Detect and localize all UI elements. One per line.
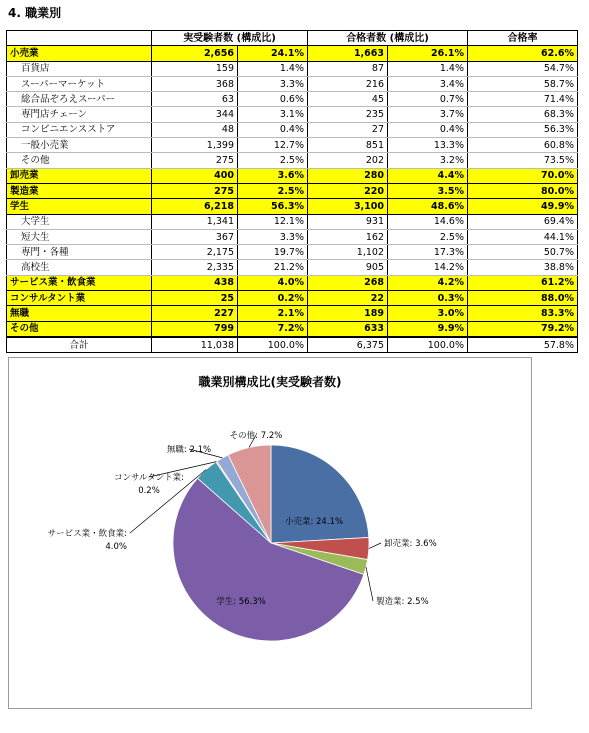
examinee-share-cell: 4.0% bbox=[238, 275, 308, 290]
passer-count-cell: 235 bbox=[308, 107, 388, 122]
examinee-share-cell: 7.2% bbox=[238, 321, 308, 337]
examinee-count-cell: 275 bbox=[152, 183, 238, 198]
slice-label: 製造業: 2.5% bbox=[376, 597, 429, 607]
passer-count-cell: 280 bbox=[308, 168, 388, 183]
row-label: サービス業・飲食業 bbox=[7, 275, 152, 290]
row-label: その他 bbox=[7, 153, 152, 168]
row-label: 百貨店 bbox=[7, 61, 152, 76]
passer-share-cell: 1.4% bbox=[388, 61, 468, 76]
examinee-count-cell: 48 bbox=[152, 122, 238, 137]
table-row bbox=[7, 229, 578, 244]
table-row bbox=[7, 76, 578, 91]
examinee-share-cell: 0.4% bbox=[238, 122, 308, 137]
row-label: 卸売業 bbox=[7, 168, 152, 183]
occupation-table bbox=[6, 30, 578, 353]
examinee-share-cell: 21.2% bbox=[238, 260, 308, 275]
passer-count-cell: 22 bbox=[308, 291, 388, 306]
pass-rate-cell: 61.2% bbox=[468, 275, 578, 290]
row-label: 一般小売業 bbox=[7, 138, 152, 153]
row-label: 学生 bbox=[7, 199, 152, 214]
pie-chart bbox=[9, 358, 531, 708]
passer-count-cell: 162 bbox=[308, 229, 388, 244]
section-title: 4. 職業別 bbox=[8, 6, 62, 20]
table-row bbox=[7, 337, 578, 353]
header-category bbox=[7, 31, 152, 46]
slice-label: サービス業・飲食業: 4.0% bbox=[47, 529, 127, 552]
passer-count-cell: 216 bbox=[308, 76, 388, 91]
passer-share-cell: 3.2% bbox=[388, 153, 468, 168]
slice-label: 学生: 56.3% bbox=[216, 597, 266, 607]
examinee-count-cell: 227 bbox=[152, 306, 238, 321]
passer-share-cell: 48.6% bbox=[388, 199, 468, 214]
passer-count-cell: 905 bbox=[308, 260, 388, 275]
row-label: コンビニエンスストア bbox=[7, 122, 152, 137]
leader-line bbox=[369, 543, 381, 549]
pass-rate-cell: 60.8% bbox=[468, 138, 578, 153]
examinee-share-cell: 3.6% bbox=[238, 168, 308, 183]
passer-share-cell: 3.7% bbox=[388, 107, 468, 122]
passer-count-cell: 268 bbox=[308, 275, 388, 290]
passer-count-cell: 931 bbox=[308, 214, 388, 229]
table-header-row bbox=[7, 31, 578, 46]
passer-count-cell: 6,375 bbox=[308, 337, 388, 353]
examinee-share-cell: 2.5% bbox=[238, 153, 308, 168]
chart-title: 職業別構成比(実受験者数) bbox=[198, 375, 342, 389]
table-row bbox=[7, 122, 578, 137]
pass-rate-cell: 88.0% bbox=[468, 291, 578, 306]
leader-line bbox=[366, 567, 373, 601]
passer-share-cell: 3.0% bbox=[388, 306, 468, 321]
examinee-share-cell: 0.6% bbox=[238, 92, 308, 107]
passer-share-cell: 14.2% bbox=[388, 260, 468, 275]
slice-label: コンサルタント業: 0.2% bbox=[113, 473, 185, 496]
passer-share-cell: 3.4% bbox=[388, 76, 468, 91]
row-label: スーパーマーケット bbox=[7, 76, 152, 91]
table-row bbox=[7, 321, 578, 337]
examinee-count-cell: 344 bbox=[152, 107, 238, 122]
slice-label: 卸売業: 3.6% bbox=[384, 539, 437, 549]
table-body bbox=[7, 46, 578, 353]
examinee-count-cell: 2,335 bbox=[152, 260, 238, 275]
passer-count-cell: 220 bbox=[308, 183, 388, 198]
passer-share-cell: 0.3% bbox=[388, 291, 468, 306]
passer-share-cell: 4.4% bbox=[388, 168, 468, 183]
passer-share-cell: 26.1% bbox=[388, 46, 468, 61]
table-row bbox=[7, 46, 578, 61]
examinee-count-cell: 6,218 bbox=[152, 199, 238, 214]
examinee-share-cell: 100.0% bbox=[238, 337, 308, 353]
examinee-count-cell: 1,399 bbox=[152, 138, 238, 153]
examinee-share-cell: 0.2% bbox=[238, 291, 308, 306]
passer-count-cell: 851 bbox=[308, 138, 388, 153]
row-label: 専門・各種 bbox=[7, 245, 152, 260]
passer-share-cell: 0.4% bbox=[388, 122, 468, 137]
examinee-share-cell: 3.3% bbox=[238, 76, 308, 91]
examinee-count-cell: 25 bbox=[152, 291, 238, 306]
header-pass-rate: 合格率 bbox=[468, 31, 578, 46]
header-examinees: 実受験者数 (構成比) bbox=[152, 31, 308, 46]
examinee-count-cell: 63 bbox=[152, 92, 238, 107]
examinee-count-cell: 275 bbox=[152, 153, 238, 168]
examinee-share-cell: 56.3% bbox=[238, 199, 308, 214]
examinee-count-cell: 2,175 bbox=[152, 245, 238, 260]
slice-label: 小売業: 24.1% bbox=[284, 517, 344, 527]
passer-count-cell: 202 bbox=[308, 153, 388, 168]
pass-rate-cell: 73.5% bbox=[468, 153, 578, 168]
examinee-share-cell: 24.1% bbox=[238, 46, 308, 61]
pass-rate-cell: 49.9% bbox=[468, 199, 578, 214]
pie-chart-panel bbox=[8, 357, 532, 709]
pass-rate-cell: 58.7% bbox=[468, 76, 578, 91]
examinee-share-cell: 2.1% bbox=[238, 306, 308, 321]
examinee-share-cell: 19.7% bbox=[238, 245, 308, 260]
row-label: 短大生 bbox=[7, 229, 152, 244]
examinee-share-cell: 2.5% bbox=[238, 183, 308, 198]
examinee-share-cell: 3.1% bbox=[238, 107, 308, 122]
passer-share-cell: 9.9% bbox=[388, 321, 468, 337]
pass-rate-cell: 38.8% bbox=[468, 260, 578, 275]
examinee-count-cell: 159 bbox=[152, 61, 238, 76]
pass-rate-cell: 70.0% bbox=[468, 168, 578, 183]
row-label: 大学生 bbox=[7, 214, 152, 229]
examinee-share-cell: 12.1% bbox=[238, 214, 308, 229]
examinee-count-cell: 367 bbox=[152, 229, 238, 244]
header-passers: 合格者数 (構成比) bbox=[308, 31, 468, 46]
row-label: 高校生 bbox=[7, 260, 152, 275]
table-row bbox=[7, 168, 578, 183]
row-label: 合計 bbox=[7, 337, 152, 353]
table-row bbox=[7, 245, 578, 260]
table-row bbox=[7, 138, 578, 153]
examinee-count-cell: 368 bbox=[152, 76, 238, 91]
passer-count-cell: 27 bbox=[308, 122, 388, 137]
passer-share-cell: 14.6% bbox=[388, 214, 468, 229]
examinee-count-cell: 438 bbox=[152, 275, 238, 290]
examinee-share-cell: 3.3% bbox=[238, 229, 308, 244]
row-label: 小売業 bbox=[7, 46, 152, 61]
table-row bbox=[7, 291, 578, 306]
row-label: 無職 bbox=[7, 306, 152, 321]
table-row bbox=[7, 92, 578, 107]
pie-slice bbox=[271, 445, 369, 543]
pass-rate-cell: 80.0% bbox=[468, 183, 578, 198]
passer-count-cell: 1,663 bbox=[308, 46, 388, 61]
pass-rate-cell: 71.4% bbox=[468, 92, 578, 107]
passer-share-cell: 17.3% bbox=[388, 245, 468, 260]
passer-count-cell: 1,102 bbox=[308, 245, 388, 260]
row-label: 製造業 bbox=[7, 183, 152, 198]
pass-rate-cell: 62.6% bbox=[468, 46, 578, 61]
examinee-share-cell: 1.4% bbox=[238, 61, 308, 76]
row-label: 総合品ぞろえスーパー bbox=[7, 92, 152, 107]
passer-count-cell: 633 bbox=[308, 321, 388, 337]
pass-rate-cell: 69.4% bbox=[468, 214, 578, 229]
passer-share-cell: 13.3% bbox=[388, 138, 468, 153]
slice-label: その他: 7.2% bbox=[229, 431, 283, 441]
passer-count-cell: 3,100 bbox=[308, 199, 388, 214]
table-row bbox=[7, 61, 578, 76]
pass-rate-cell: 79.2% bbox=[468, 321, 578, 337]
table-row bbox=[7, 306, 578, 321]
passer-share-cell: 2.5% bbox=[388, 229, 468, 244]
pass-rate-cell: 57.8% bbox=[468, 337, 578, 353]
pass-rate-cell: 50.7% bbox=[468, 245, 578, 260]
table-row bbox=[7, 275, 578, 290]
pass-rate-cell: 44.1% bbox=[468, 229, 578, 244]
passer-share-cell: 4.2% bbox=[388, 275, 468, 290]
passer-count-cell: 45 bbox=[308, 92, 388, 107]
table-row bbox=[7, 214, 578, 229]
passer-count-cell: 189 bbox=[308, 306, 388, 321]
examinee-count-cell: 2,656 bbox=[152, 46, 238, 61]
examinee-count-cell: 1,341 bbox=[152, 214, 238, 229]
row-label: コンサルタント業 bbox=[7, 291, 152, 306]
row-label: その他 bbox=[7, 321, 152, 337]
passer-share-cell: 0.7% bbox=[388, 92, 468, 107]
table-row bbox=[7, 107, 578, 122]
table-row bbox=[7, 153, 578, 168]
examinee-count-cell: 400 bbox=[152, 168, 238, 183]
row-label: 専門店チェーン bbox=[7, 107, 152, 122]
examinee-share-cell: 12.7% bbox=[238, 138, 308, 153]
pass-rate-cell: 54.7% bbox=[468, 61, 578, 76]
passer-share-cell: 100.0% bbox=[388, 337, 468, 353]
examinee-count-cell: 799 bbox=[152, 321, 238, 337]
passer-share-cell: 3.5% bbox=[388, 183, 468, 198]
passer-count-cell: 87 bbox=[308, 61, 388, 76]
examinee-count-cell: 11,038 bbox=[152, 337, 238, 353]
pass-rate-cell: 56.3% bbox=[468, 122, 578, 137]
table-row bbox=[7, 260, 578, 275]
pass-rate-cell: 83.3% bbox=[468, 306, 578, 321]
table-row bbox=[7, 199, 578, 214]
pass-rate-cell: 68.3% bbox=[468, 107, 578, 122]
table-row bbox=[7, 183, 578, 198]
slice-label: 無職: 2.1% bbox=[166, 445, 212, 455]
